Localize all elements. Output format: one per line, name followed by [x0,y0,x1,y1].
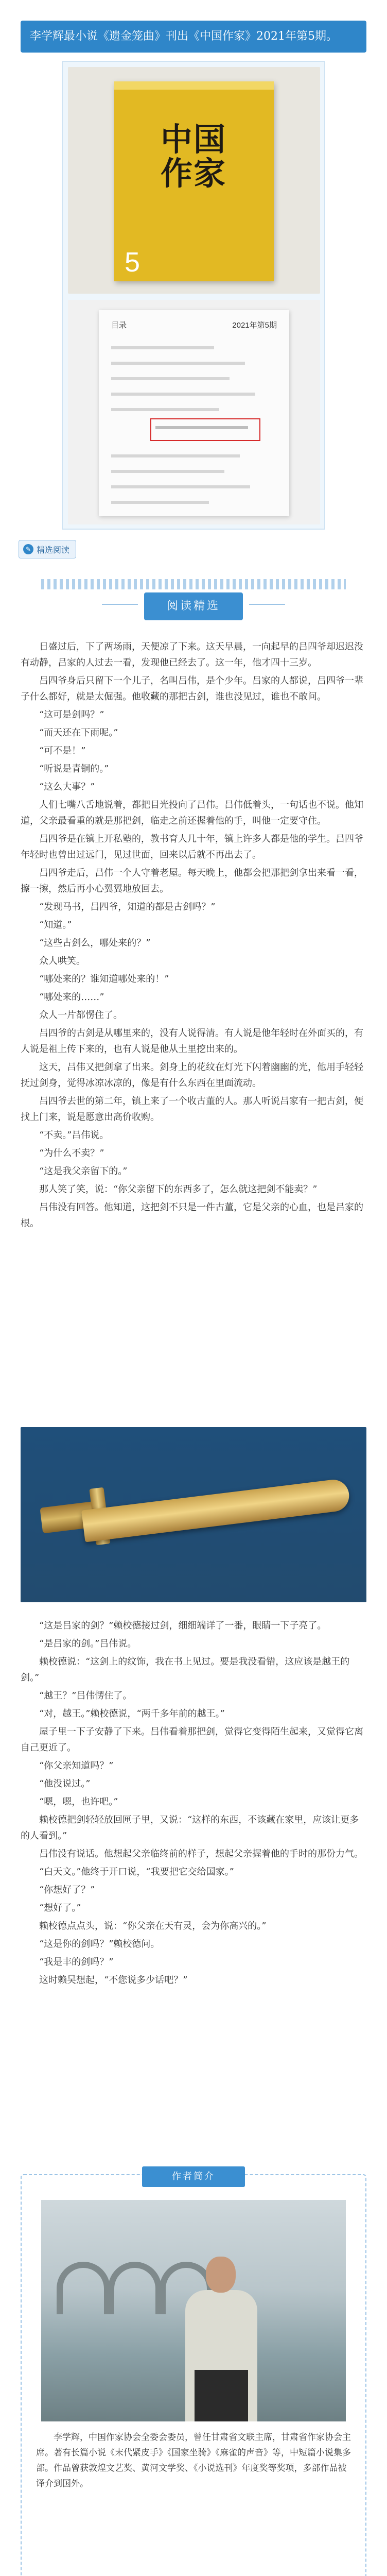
toc-photo [68,300,320,524]
magazine-cover [114,81,274,281]
paragraph: “为什么不卖？” [39,1148,104,1159]
paragraph: “这是我父亲留下的。” [39,1166,128,1177]
paragraph: “哪处来的……” [39,992,104,1003]
paragraph: 那人笑了笑，说：“你父亲留下的东西多了，怎么就这把剑不能卖？” [39,1184,318,1195]
toc-highlight-box [150,418,260,441]
paragraph: 这天，吕伟又把剑拿了出来。剑身上的花纹在灯光下闪着幽幽的光，他用手轻轻抚过剑身，觉得冰凉冰凉的，像是有什么东西在里面流动。 [21,1062,363,1089]
paragraph: “知道。” [39,920,72,930]
image-frame [62,61,325,530]
paragraph: “不卖。”吕伟说。 [39,1130,109,1141]
person-legs [195,2370,248,2421]
paragraph: “这些古剑么，哪处来的？” [39,938,151,948]
paragraph: “而天还在下雨呢。” [39,727,118,738]
toc-line [111,393,255,396]
magazine-cover-photo [68,67,320,294]
toc-line [111,485,250,488]
paragraph: 吕伟没有说话。他想起父亲临终前的样子，想起父亲握着他的手时的那份力气。 [39,1849,363,1859]
toc-line [111,377,230,380]
toc-line [111,408,219,411]
paragraph: 赖校德说：“这剑上的纹饰，我在书上见过。要是我没看错，这应该是越王的剑。” [21,1656,350,1683]
toc-line [111,346,214,349]
author-badge: 作者简介 [142,2166,245,2187]
paragraph: 吕四爷去世的第二年，镇上来了一个收古董的人。那人听说吕家有一把古剑，便找上门来，说是愿意出高价收购。 [21,1096,363,1123]
featured-reading-button[interactable] [19,540,76,558]
paragraph: 屋子里一下子安静了下来。吕伟看着那把剑，觉得它变得陌生起来，又觉得它离自己更近了。 [21,1726,363,1753]
person-head [206,2257,236,2293]
paragraph: “想好了。” [39,1903,81,1913]
toc-line [111,362,245,365]
paragraph: 这时赖吴想起，“不您说多少话吧？” [39,1975,188,1986]
paragraph: “你父亲知道吗？” [39,1760,114,1771]
paragraph: “他没说过。” [39,1778,91,1789]
paragraph: “发现马书，吕四爷，知道的都是古剑吗？” [39,902,216,912]
paragraph: “对，越王。”赖校德说，“两千多年前的越王。” [39,1708,225,1719]
paragraph: “我是丰的剑吗？” [39,1957,114,1968]
paragraph: “越王？”吕伟愣住了。 [39,1690,132,1701]
paragraph: 吕四爷身后只留下一个儿子，名叫吕伟，是个少年。吕家的人都说，吕四爷一辈子什么都好，就是太倔强。他收藏的那把古剑，谁也没见过，谁也不敢问。 [21,675,363,702]
paragraph: “你想好了？” [39,1885,95,1895]
paragraph: “这是你的剑吗？”赖校德问。 [39,1939,160,1950]
bridge-arch [108,2262,162,2314]
paragraph: “嗯，嗯，也许吧。” [39,1797,118,1807]
lead-banner: 李学辉最小说《遗金笼曲》刊出《中国作家》2021年第5期。 [21,21,366,53]
paragraph: “这可是剑吗？” [39,709,104,720]
toc-page [99,310,289,516]
paragraph: “听说是青铜的。” [39,764,109,774]
paragraph: “白天文。”他终于开口说，“我要把它交给国家。” [39,1867,234,1877]
section-badge: 阅读精选 [144,592,243,620]
story-text-part-1 [21,639,366,1233]
toc-year: 2021年第5期 [232,321,277,330]
paragraph: 吕伟没有回答。他知道，这把剑不只是一件古董，它是父亲的心血，也是吕家的根。 [21,1202,363,1229]
paragraph: 吕四爷走后，吕伟一个人守着老屋。每天晚上，他都会把那把剑拿出来看一看，擦一擦，然后再小心翼翼地放回去。 [21,868,363,894]
paragraph: “这是吕家的剑？”赖校德接过剑，细细端详了一番，眼睛一下子亮了。 [39,1620,327,1631]
paragraph: 赖校德点点头，说：“你父亲在天有灵，会为你高兴的。” [39,1921,267,1931]
paragraph: “这么大事？” [39,782,95,792]
author-photo [41,2200,346,2421]
paragraph: “可不是！” [39,745,86,756]
toc-line [111,501,209,504]
paragraph: 赖校德把剑轻轻放回匣子里，又说：“这样的东西，不该藏在家里，应该让更多的人看到。” [21,1815,359,1841]
paragraph: 吕四爷的古剑是从哪里来的，没有人说得清。有人说是他年轻时在外面买的，有人说是祖上传下来的，也有人说是他从土里挖出来的。 [21,1028,363,1055]
paragraph: 众人哄笑。 [39,956,85,967]
author-bio: 李学辉，中国作家协会全委会委员，曾任甘肃省文联主席，甘肃省作家协会主席。著有长篇小说《末代紧皮手》《国家坐骑》《麻雀的声音》等，中短篇小说集多部。作品曾获敦煌文艺奖、黄河文学奖、《小说选刊》年度奖等奖项，多部作品被译介到国外。 [36,2432,351,2489]
toc-header: 目录 [111,321,127,330]
paragraph: 吕四爷是在镇上开私塾的，教书育人几十年，镇上许多人都是他的学生。吕四爷年轻时也曾出过远门，见过世面，回来以后就不再出去了。 [21,834,363,860]
story-text-part-2 [21,1618,366,1990]
book-icon: ✎ [23,544,33,554]
paragraph: “哪处来的？谁知道哪处来的！” [39,974,169,985]
bridge-arch [57,2262,110,2314]
featured-reading-label: 精选阅读 [37,546,70,555]
paragraph: 人们七嘴八舌地说着，都把目光投向了吕伟。吕伟低着头，一句话也不说。他知道，父亲最看重的就是那把剑，临走之前还握着他的手，叫他一定要守住。 [21,800,363,826]
paragraph: “是吕家的剑。”吕伟说。 [39,1638,137,1649]
cover-issue-number: 5 [125,247,140,278]
paragraph: 日盛过后，下了两场雨，天便凉了下来。这天早晨，一向起早的吕四爷却迟迟没有动静，吕家的人过去一看，发现他已经去了。这一年，他才四十三岁。 [21,641,363,668]
sword-blade [81,1478,351,1543]
bronze-sword-photo [21,1427,366,1602]
toc-line [111,454,240,457]
paragraph: 众人一片都愣住了。 [39,1010,122,1021]
cover-stripe [114,81,274,90]
toc-line [111,470,224,473]
cover-title: 中国作家 [161,121,227,192]
decorative-divider [41,579,346,589]
